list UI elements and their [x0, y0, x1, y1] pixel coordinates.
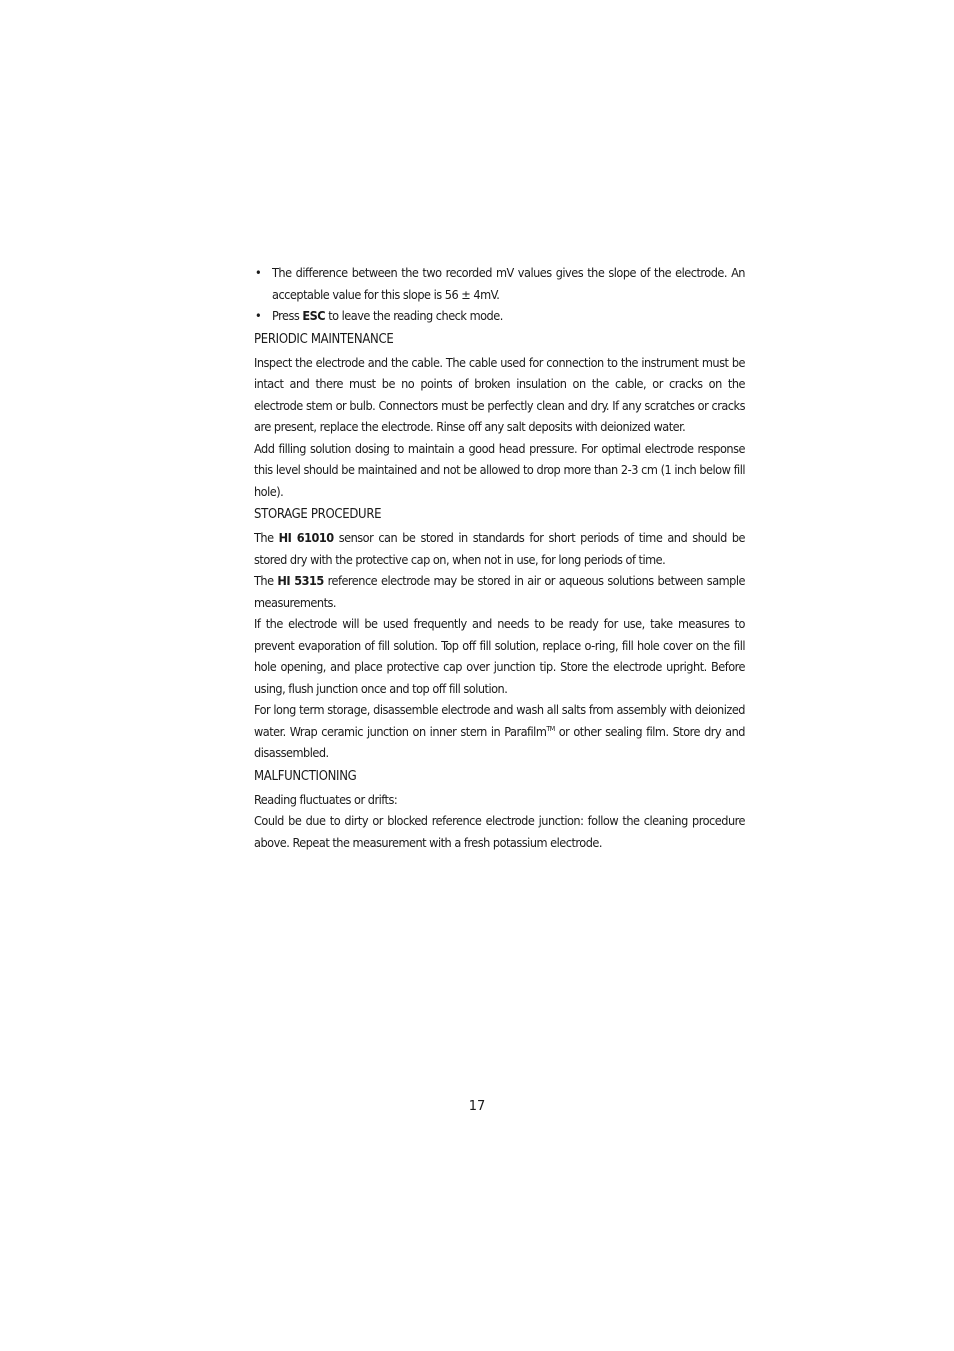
bullet-esc	[254, 305, 745, 327]
storage-p2-post: reference electrode may be stored in air or aqueous solutions between sample measurements.	[254, 573, 746, 610]
page-content	[254, 262, 745, 853]
esc-text-post: to leave the reading check mode.	[325, 308, 503, 323]
slope-text: The difference between the two recorded mV values gives the slope of the electrode. An acceptable value for this slope is 56	[272, 265, 745, 302]
periodic-paragraph-1: Inspect the electrode and the cable. The cable used for connection to the instrument must be intact and there must be no points of broken insulation on the cable, or cracks on the electrode stem or bulb. Connectors must be perfectly clean and dry. If any scratches or cracks are present, replace the electrode. Rinse off any salt deposits with deionized water.	[254, 354, 745, 434]
storage-paragraph-1	[254, 527, 745, 570]
slope-value: 4mV.	[470, 286, 500, 302]
esc-text-pre: Press	[272, 308, 303, 323]
storage-p4-pre: For long term storage, disassemble electrode and wash all salts from assembly with deionized water. Wrap ceramic junction on inner stern in Parafilm	[254, 702, 745, 739]
storage-p2-pre: The	[254, 573, 278, 588]
sensor-model: HI 61010	[278, 530, 334, 545]
storage-procedure-heading: STORAGE PROCEDURE	[254, 507, 382, 522]
bullet-icon: •	[255, 265, 262, 280]
storage-p1-post: sensor can be stored in standards for short periods of time and should be stored dry with the protective cap on, when not in use, for long periods of time.	[254, 530, 745, 567]
malfunctioning-heading: MALFUNCTIONING	[254, 768, 357, 784]
reference-electrode-model: HI 5315	[277, 573, 324, 588]
storage-paragraph-3: If the electrode will be used frequently and needs to be ready for use, take measures to prevent evaporation of fill solution. Top off fill solution, replace o-ring, fill hole cover on the fill hole opening, and place protective cap over junction tip. Store the electrode upright. Before using, flush junction once and top off fill solution.	[254, 616, 745, 696]
bullet-icon: •	[255, 308, 262, 323]
storage-paragraph-4	[254, 699, 745, 764]
periodic-paragraph-2: Add filling solution dosing to maintain a good head pressure. For optimal electrode response this level should be maintained and not be allowed to drop more than 2-3 cm (1 inch below fill hole).	[254, 440, 745, 499]
storage-p1-pre: The	[254, 530, 279, 545]
malfunctioning-paragraph-2: Could be due to dirty or blocked reference electrode junction: follow the cleaning procedure above. Repeat the measurement with a fresh potassium electrode.	[254, 813, 745, 850]
storage-p4-post: or other sealing film. Store dry and disassembled.	[254, 723, 745, 760]
trademark-mark: TM	[546, 724, 555, 733]
periodic-maintenance-heading: PERIODIC MAINTENANCE	[254, 331, 394, 347]
page-number: 17	[468, 1099, 486, 1114]
bullet-slope	[254, 262, 745, 305]
esc-key-label: ESC	[302, 308, 326, 323]
plus-minus-symbol: ±	[461, 286, 471, 302]
malfunctioning-paragraph-1: Reading fluctuates or drifts:	[254, 791, 398, 807]
storage-paragraph-2	[254, 570, 745, 613]
